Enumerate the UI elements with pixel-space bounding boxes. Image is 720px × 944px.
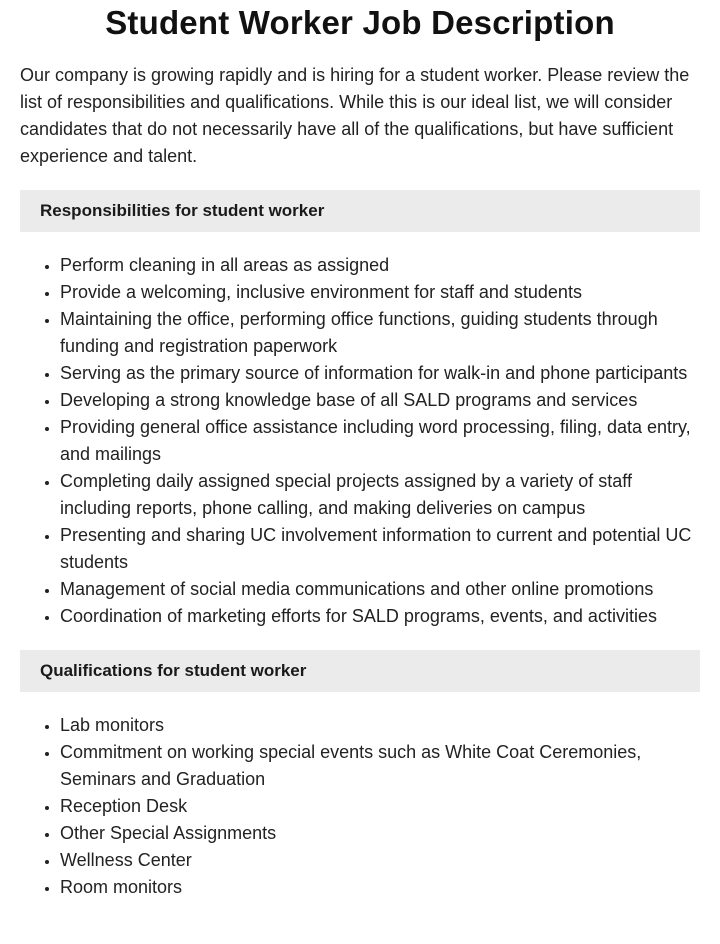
list-item: • Completing daily assigned special projects assigned by a variety of staff including reports, phone calling, and making deliveries on campus xyxy=(60,468,700,522)
list-item: • Room monitors xyxy=(60,874,700,901)
responsibilities-list xyxy=(20,252,700,630)
qualifications-list xyxy=(20,712,700,901)
list-item: • Management of social media communications and other online promotions xyxy=(60,576,700,603)
list-item: • Developing a strong knowledge base of all SALD programs and services xyxy=(60,387,700,414)
list-item: • Maintaining the office, performing office functions, guiding students through funding and registration paperwork xyxy=(60,306,700,360)
list-item: • Providing general office assistance including word processing, filing, data entry, and mailings xyxy=(60,414,700,468)
list-item: • Reception Desk xyxy=(60,793,700,820)
list-item: • Wellness Center xyxy=(60,847,700,874)
list-item: • Provide a welcoming, inclusive environment for staff and students xyxy=(60,279,700,306)
responsibilities-heading: Responsibilities for student worker xyxy=(20,190,700,232)
list-item: • Serving as the primary source of information for walk-in and phone participants xyxy=(60,360,700,387)
page-title: Student Worker Job Description xyxy=(105,4,615,41)
intro-paragraph: Our company is growing rapidly and is hiring for a student worker. Please review the list of responsibilities and qualifications. While this is our ideal list, we will consider candidates that do not necessarily have all of the qualifications, but have sufficient experience and talent. xyxy=(20,65,690,166)
list-item: • Commitment on working special events such as White Coat Ceremonies, Seminars and Graduation xyxy=(60,739,700,793)
list-item: • Perform cleaning in all areas as assigned xyxy=(60,252,700,279)
list-item: • Lab monitors xyxy=(60,712,700,739)
list-item: • Presenting and sharing UC involvement information to current and potential UC students xyxy=(60,522,700,576)
qualifications-heading: Qualifications for student worker xyxy=(20,650,700,692)
list-item: • Other Special Assignments xyxy=(60,820,700,847)
list-item: • Coordination of marketing efforts for SALD programs, events, and activities xyxy=(60,603,700,630)
